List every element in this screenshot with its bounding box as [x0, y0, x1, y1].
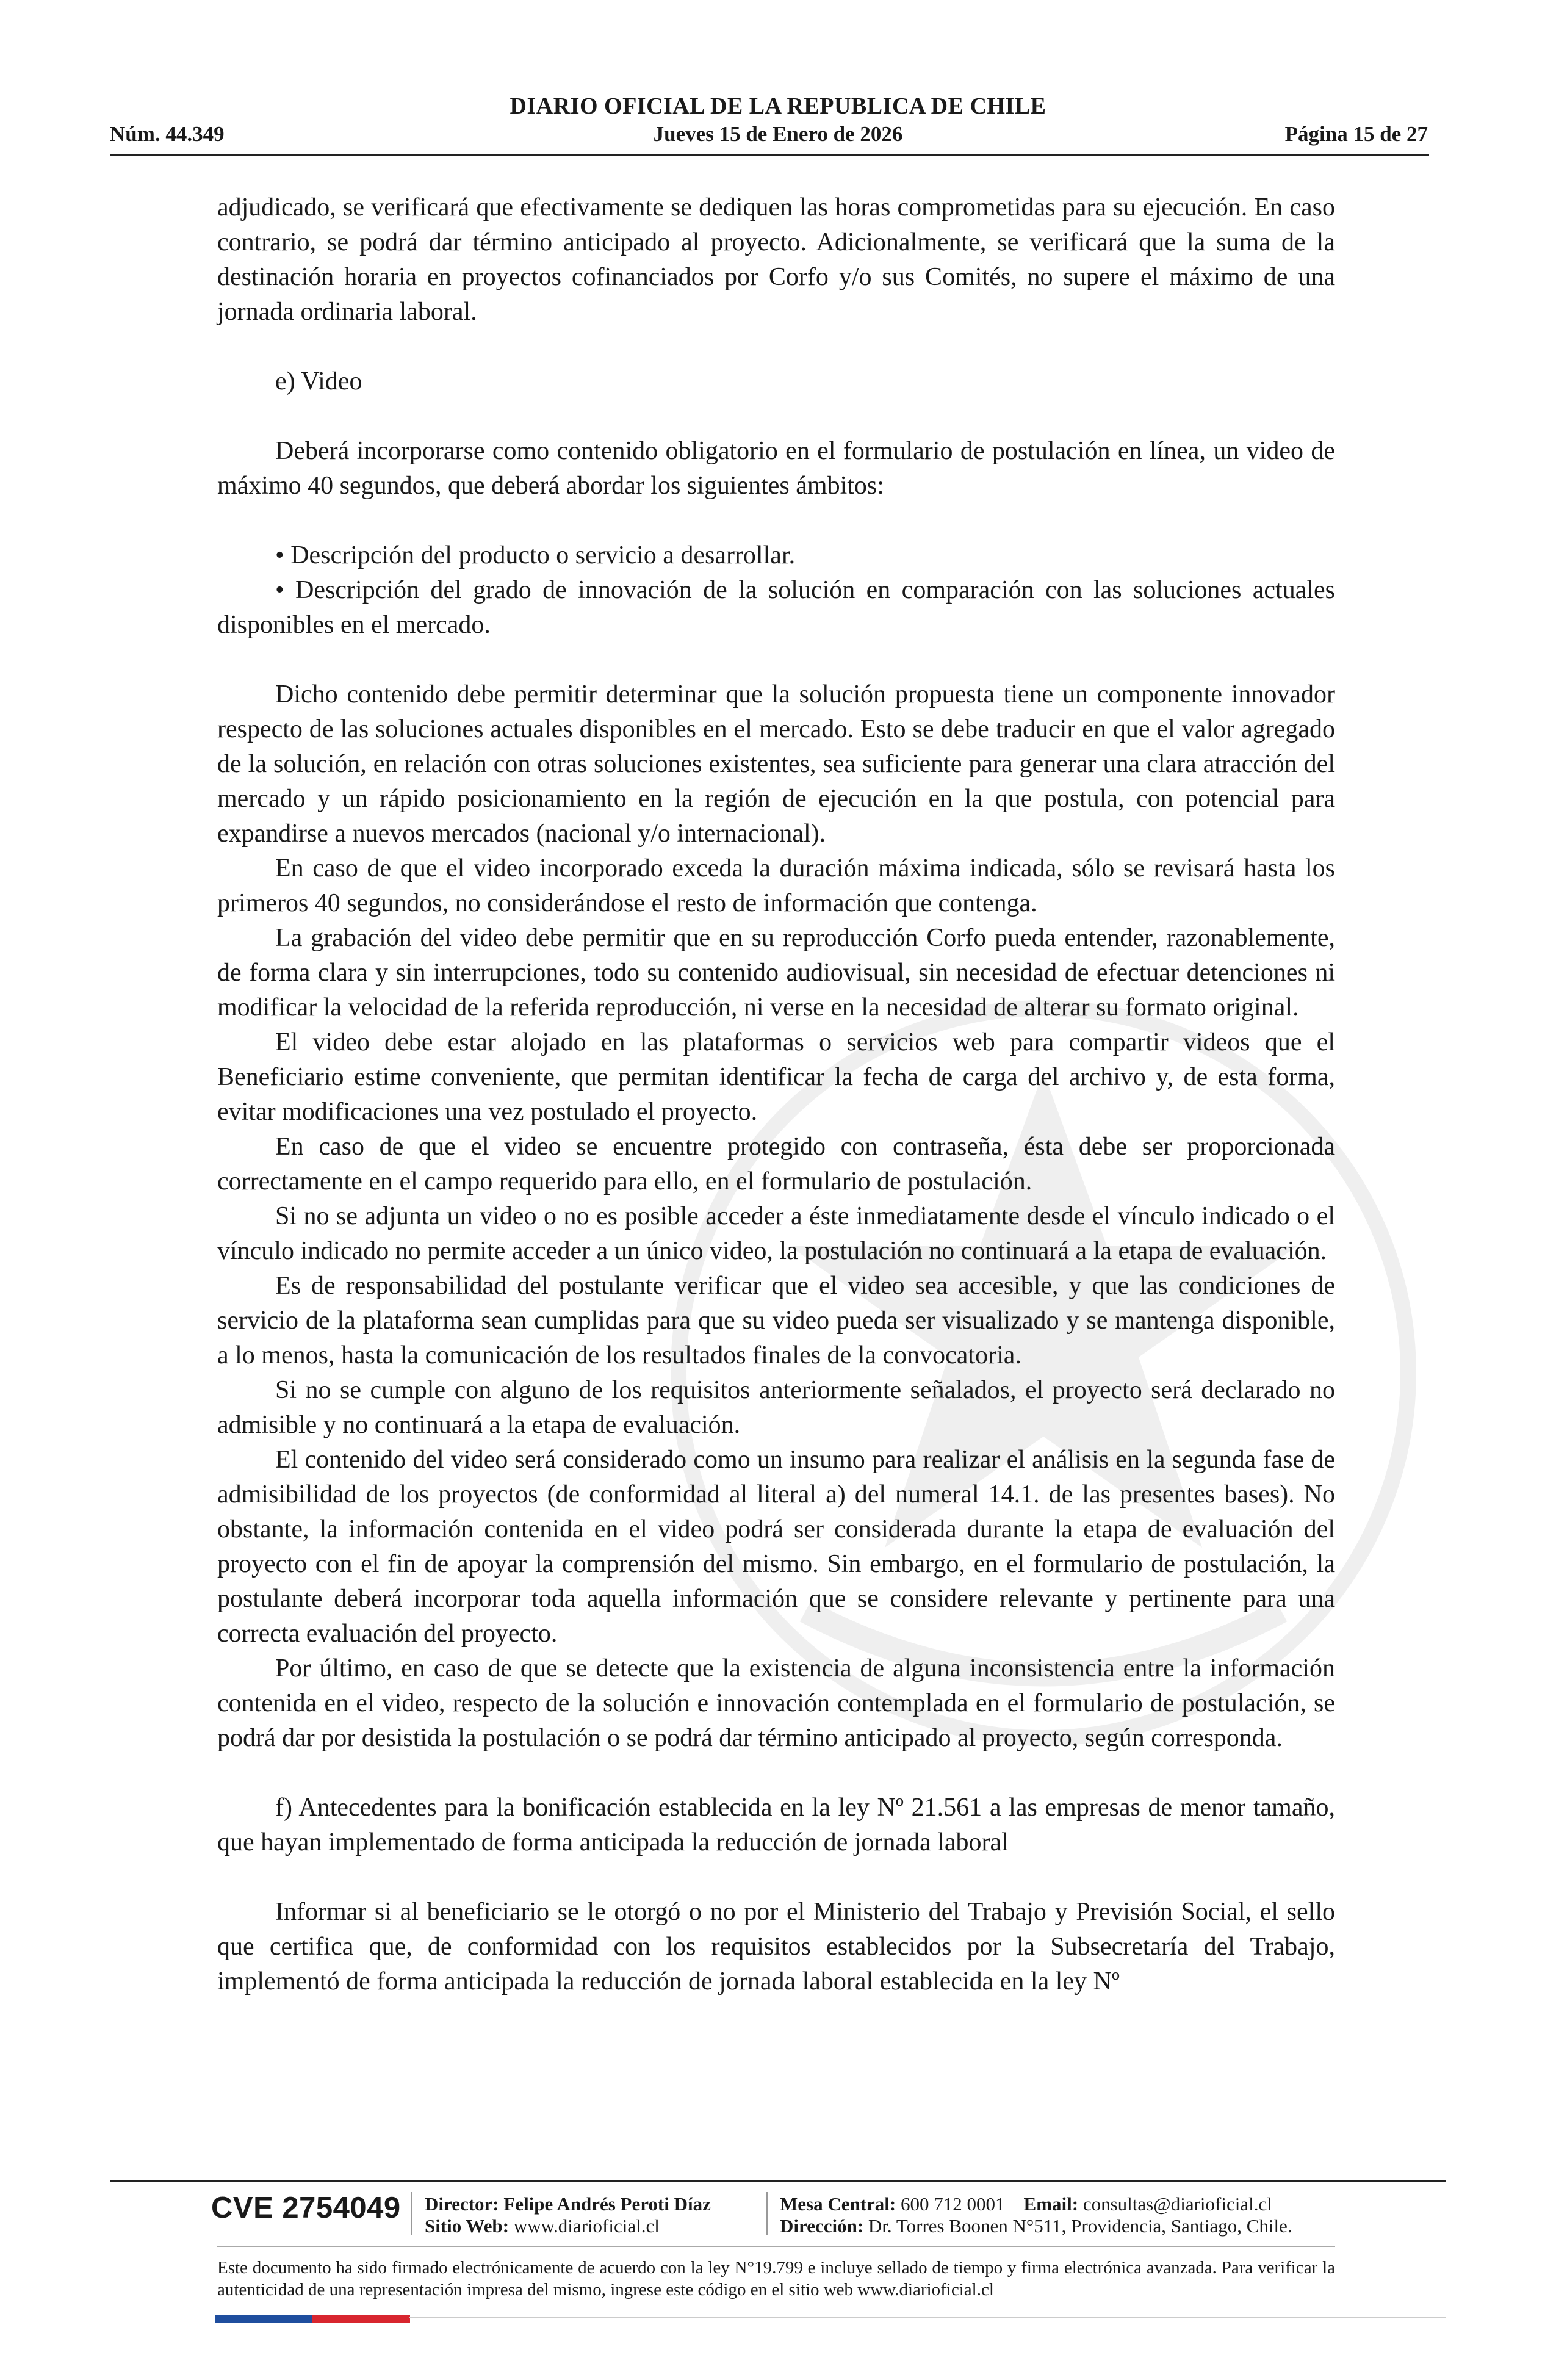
cve-code: CVE 2754049: [211, 2191, 401, 2224]
paragraph: El contenido del video será considerado como un insumo para realizar el análisis en la segunda fase de admisibilidad de los proyectos (de conformidad al literal a) del numeral 14.1. de las presentes bases). No obstante, la información contenida en el video podrá ser considerada durante la etapa de evaluación del proyecto con el fin de apoyar la comprensión del mismo. Sin embargo, en el formulario de postulación, la postulante deberá incorporar toda aquella información que se considere relevante y pertinente para una correcta evaluación del proyecto.: [217, 1446, 1335, 1648]
director-name: Felipe Andrés Peroti Díaz: [503, 2193, 711, 2215]
address-value: Dr. Torres Boonen N°511, Providencia, Santiago, Chile.: [868, 2215, 1292, 2237]
footer-separator: [766, 2192, 768, 2235]
issue-number: Núm. 44.349: [110, 122, 225, 146]
footer-director-block: [425, 2193, 711, 2237]
flag-color-bar: [215, 2315, 410, 2323]
document-body: [217, 190, 1335, 1999]
legal-notice: Este documento ha sido firmado electrónicamente de acuerdo con la ley N°19.799 e incluye sellado de tiempo y firma electrónica avanzada. Para verificar la autenticidad de una representación impresa del mismo, ingrese este código en el sitio web www.diarioficial.cl: [217, 2258, 1335, 2299]
header-row: [110, 122, 1428, 146]
paragraph: En caso de que el video incorporado exceda la duración máxima indicada, sólo se revisará hasta los primeros 40 segundos, no considerándose el resto de información que contenga.: [217, 854, 1335, 917]
flag-blue-segment: [215, 2315, 312, 2323]
bottom-divider: [409, 2317, 1446, 2318]
paragraph: adjudicado, se verificará que efectivamente se dediquen las horas comprometidas para su ejecución. En caso contrario, se podrá dar término anticipado al proyecto. Adicionalmente, se verificará que la suma de la destinación horaria en proyectos cofinanciados por Corfo y/o sus Comités, no supere el máximo de una jornada ordinaria laboral.: [217, 193, 1335, 326]
paragraph: El video debe estar alojado en las plataformas o servicios web para compartir videos que el Beneficiario estime conveniente, que permitan identificar la fecha de carga del archivo y, de esta forma, evitar modificaciones una vez postulado el proyecto.: [217, 1028, 1335, 1126]
newspaper-title: DIARIO OFICIAL DE LA REPUBLICA DE CHILE: [510, 93, 1046, 119]
email-address[interactable]: consultas@diarioficial.cl: [1082, 2193, 1272, 2215]
footer-divider: [110, 2180, 1446, 2182]
email-label: Email:: [1023, 2193, 1079, 2215]
site-label: Sitio Web:: [425, 2215, 510, 2237]
section-heading-e: e) Video: [275, 367, 362, 395]
section-heading-f: f) Antecedentes para la bonificación establecida en la ley Nº 21.561 a las empresas de menor tamaño, que hayan implementado de forma anticipada la reducción de jornada laboral: [217, 1794, 1335, 1856]
address-label: Dirección:: [780, 2215, 864, 2237]
bullet-item: • Descripción del producto o servicio a desarrollar.: [275, 541, 796, 569]
director-label: Director:: [425, 2193, 499, 2215]
flag-red-segment: [312, 2315, 410, 2323]
paragraph: En caso de que el video se encuentre protegido con contraseña, ésta debe ser proporcionada correctamente en el campo requerido para ello, en el formulario de postulación.: [217, 1133, 1335, 1195]
paragraph: Es de responsabilidad del postulante verificar que el video sea accesible, y que las condiciones de servicio de la plataforma sean cumplidas para que su video pueda ser visualizado y se mantenga disponible, a lo menos, hasta la comunicación de los resultados finales de la convocatoria.: [217, 1272, 1335, 1369]
header-divider: [110, 154, 1429, 156]
paragraph: La grabación del video debe permitir que en su reproducción Corfo pueda entender, razonablemente, de forma clara y sin interrupciones, todo su contenido audiovisual, sin necesidad de efectuar detenciones ni modificar la velocidad de la referida reproducción, ni verse en la necesidad de alterar su formato original.: [217, 924, 1335, 1022]
footer-divider-thin: [217, 2246, 1335, 2247]
paragraph: Deberá incorporarse como contenido obligatorio en el formulario de postulación en línea, un video de máximo 40 segundos, que deberá abordar los siguientes ámbitos:: [217, 437, 1335, 500]
paragraph: Por último, en caso de que se detecte que la existencia de alguna inconsistencia entre la información contenida en el video, respecto de la solución e innovación contemplada en el formulario de postulación, se podrá dar por desistida la postulación o se podrá dar término anticipado al proyecto, según corresponda.: [217, 1654, 1335, 1752]
site-url[interactable]: www.diarioficial.cl: [513, 2215, 660, 2237]
paragraph: Informar si al beneficiario se le otorgó o no por el Ministerio del Trabajo y Previsión Social, el sello que certifica que, de conformidad con los requisitos establecidos por la Subsecretaría del Trabajo, implementó de forma anticipada la reducción de jornada laboral establecida en la ley Nº: [217, 1898, 1335, 1996]
footer-contact-block: [780, 2193, 1292, 2237]
issue-date: Jueves 15 de Enero de 2026: [653, 122, 903, 146]
bullet-item: • Descripción del grado de innovación de la solución en comparación con las soluciones actuales disponibles en el mercado.: [217, 576, 1335, 639]
page-indicator: Página 15 de 27: [1284, 122, 1428, 146]
paragraph: Dicho contenido debe permitir determinar que la solución propuesta tiene un componente innovador respecto de las soluciones actuales disponibles en el mercado. Esto se debe traducir en que el valor agregado de la solución, en relación con otras soluciones existentes, sea suficiente para generar una clara atracción del mercado y un rápido posicionamiento en la región de ejecución en la que postula, con potencial para expandirse a nuevos mercados (nacional y/o internacional).: [217, 680, 1335, 848]
mesa-phone: 600 712 0001: [901, 2193, 1005, 2215]
footer-separator: [411, 2192, 412, 2235]
mesa-label: Mesa Central:: [780, 2193, 896, 2215]
paragraph: Si no se adjunta un video o no es posible acceder a éste inmediatamente desde el vínculo indicado o el vínculo indicado no permite acceder a un único video, la postulación no continuará a la etapa de evaluación.: [217, 1202, 1335, 1265]
paragraph: Si no se cumple con alguno de los requisitos anteriormente señalados, el proyecto será declarado no admisible y no continuará a la etapa de evaluación.: [217, 1376, 1335, 1439]
